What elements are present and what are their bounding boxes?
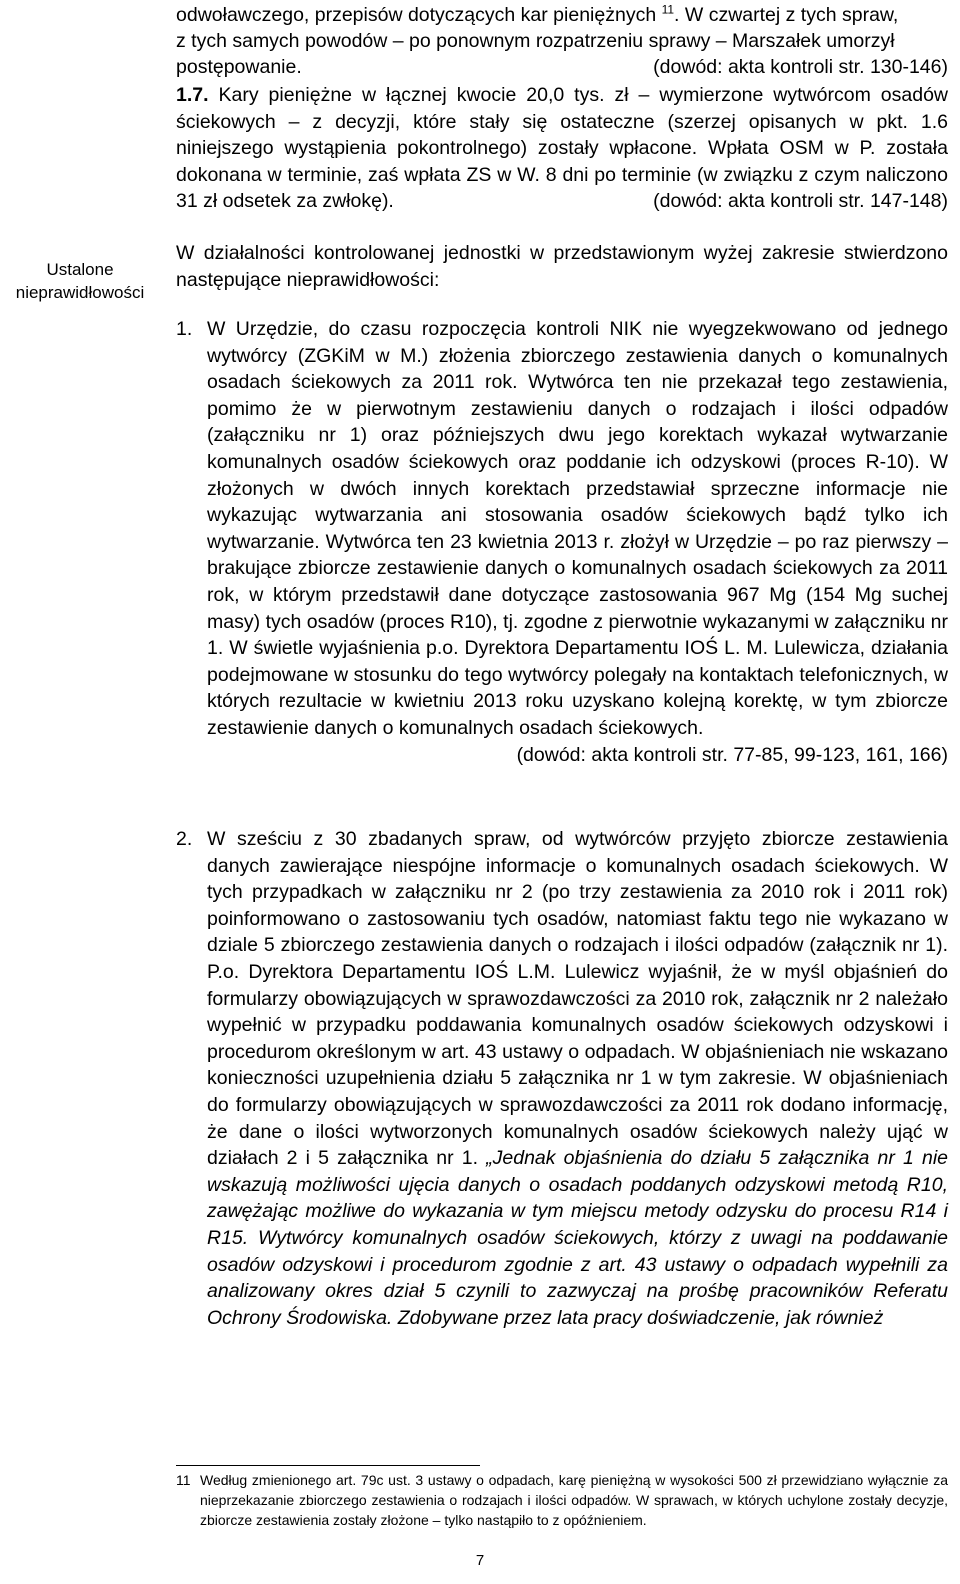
sidebar-label-line1: Ustalone bbox=[46, 260, 114, 279]
findings-intro: W działalności kontrolowanej jednostki w przedstawionym wyżej zakresie stwierdzono następujące nieprawidłowości: bbox=[176, 242, 948, 291]
top-paragraph-line1 bbox=[176, 2, 948, 28]
finding-item-2 bbox=[176, 826, 948, 1331]
sidebar-label bbox=[0, 258, 160, 304]
section-text: Kary pieniężne w łącznej kwocie 20,0 tys. zł – wymierzone wytwórcom osadów ściekowych – z decyzji, które stały się ostateczne (szerzej opisanych w pkt. 1.6 niniejszego wystąpienia pokontrolnego) zostały wpłacone. Wpłata OSM w P. została dokonana w terminie, zaś wpłata ZS w W. 8 dni po terminie (w związku z czym naliczono 31 zł odsetek za zwłokę). bbox=[176, 84, 948, 213]
footnote-number: 11 bbox=[176, 1472, 191, 1488]
top-paragraph-line3 bbox=[176, 54, 948, 80]
item-number: 1. bbox=[176, 318, 193, 340]
top-paragraph-line3-a: postępowanie. bbox=[176, 56, 302, 78]
evidence-130-146: (dowód: akta kontroli str. 130-146) bbox=[653, 56, 948, 78]
item-number: 2. bbox=[176, 828, 193, 850]
footnote bbox=[176, 1470, 948, 1530]
evidence-147-148: (dowód: akta kontroli str. 147-148) bbox=[653, 190, 948, 213]
item-quote: „Jednak objaśnienia do działu 5 załącznika nr 1 nie wskazują możliwości ujęcia danych o osadach poddanych odzyskowi metodą R10, zawężając możliwe do wykazania w tym miejscu metody odzysku do procesu R14 i R15. Wytwórcy komunalnych osadów ściekowych, którzy z uwagi na poddawanie osadów odzyskowi i procedurom zgodnie z art. 43 ustawy o odpadach wypełnili za analizowany okres dział 5 czynili to zazwyczaj na prośbę pracowników Referatu Ochrony Środowiska. Zdobywane przez lata pracy doświadczenie, jak również bbox=[207, 1147, 948, 1329]
evidence-77-166: (dowód: akta kontroli str. 77-85, 99-123, 161, 166) bbox=[516, 743, 948, 766]
top-paragraph-line2: z tych samych powodów – po ponownym rozpatrzeniu sprawy – Marszałek umorzył bbox=[176, 30, 895, 52]
sidebar-label-line2: nieprawidłowości bbox=[15, 283, 145, 302]
finding-item-1 bbox=[176, 316, 948, 768]
top-paragraph-line1-a: odwoławczego, przepisów dotyczących kar pieniężnych bbox=[176, 4, 662, 26]
item-body bbox=[207, 826, 948, 1331]
top-paragraph-line1-b: . W czwartej z tych spraw, bbox=[674, 4, 899, 26]
section-1-7 bbox=[176, 82, 948, 215]
item-text: W sześciu z 30 zbadanych spraw, od wytwórców przyjęto zbiorcze zestawienia danych zawierające niespójne informacje o komunalnych osadach ściekowych. W tych przypadkach w załączniku nr 2 (po trzy zestawienia za 2010 rok i 2011 rok) poinformowano o zastosowaniu tych osadów, natomiast faktu tego nie wykazano w dziale 5 zbiorczego zestawienia danych o rodzajach i ilości odpadów (załącznik nr 1). P.o. Dyrektora Departamentu IOŚ L.M. Lulewicz wyjaśnił, że w myśl objaśnień do formularzy obowiązujących w sprawozdawczości za 2010 rok, załącznik nr 2 należało wypełnić w przypadku poddawania komunalnych osadów ściekowych odzyskowi i procedurom określonym w art. 43 ustawy o odpadach. W objaśnieniach nie wskazano konieczności uzupełnienia działu 5 załącznika nr 1 w tym zakresie. W objaśnieniach do formularzy obowiązujących w sprawozdawczości za 2011 rok dodano informację, że dane o ilości wytworzonych komunalnych osadów ściekowych należy ująć w działach 2 i 5 załącznika nr 1. bbox=[207, 828, 948, 1170]
item-body bbox=[207, 316, 948, 768]
footnote-ref: 11 bbox=[661, 2, 675, 17]
footnote-text: Według zmienionego art. 79c ust. 3 ustawy o odpadach, karę pieniężną w wysokości 500 zł przewidziano wyłącznie za nieprzekazanie zbiorczego zestawienia o rodzajach i ilości odpadów. W sprawach, w których uchylone zostały decyzje, zbiorcze zestawienia zostały złożone – tylko nastąpiło to z opóźnieniem. bbox=[200, 1472, 948, 1528]
page-number: 7 bbox=[475, 1552, 485, 1569]
top-paragraph bbox=[176, 2, 948, 80]
footnote-divider bbox=[176, 1465, 480, 1466]
item-text: W Urzędzie, do czasu rozpoczęcia kontroli NIK nie wyegzekwowano od jednego wytwórcy (ZGKiM w M.) złożenia zbiorczego zestawienia danych o komunalnych osadach ściekowych za 2011 rok. Wytwórca ten nie przekazał tego zestawienia, pomimo że w pierwotnym zestawieniu danych o rodzajach i ilości odpadów (załączniku nr 1) oraz późniejszych dwu jego korektach wykazał wytwarzanie komunalnych osadów ściekowych oraz poddanie ich odzyskowi (proces R-10). W złożonych w dwóch innych korektach przedstawiał sprzeczne informacje nie wykazując wytwarzania ani stosowania osadów ściekowych bądź tylko ich wytwarzanie. Wytwórca ten 23 kwietnia 2013 r. złożył w Urzędzie – po raz pierwszy – brakujące zbiorcze zestawienie danych o komunalnych osadach ściekowych za 2011 rok, w którym przedstawił dane dotyczące zastosowania 967 Mg (154 Mg suchej masy) tych osadów (proces R10), tj. zgodne z pierwotnie wykazanymi w załączniku nr 1. W świetle wyjaśnienia p.o. Dyrektora Departamentu IOŚ L. M. Lulewicza, działania podejmowane w stosunku do tego wytwórcy polegały na kontaktach telefonicznych, w których rezultacie w kwietniu 2013 roku uzyskano kolejną korektę, w tym zbiorcze zestawienie danych o komunalnych osadach ściekowych. bbox=[207, 318, 948, 739]
section-number: 1.7. bbox=[176, 84, 209, 106]
